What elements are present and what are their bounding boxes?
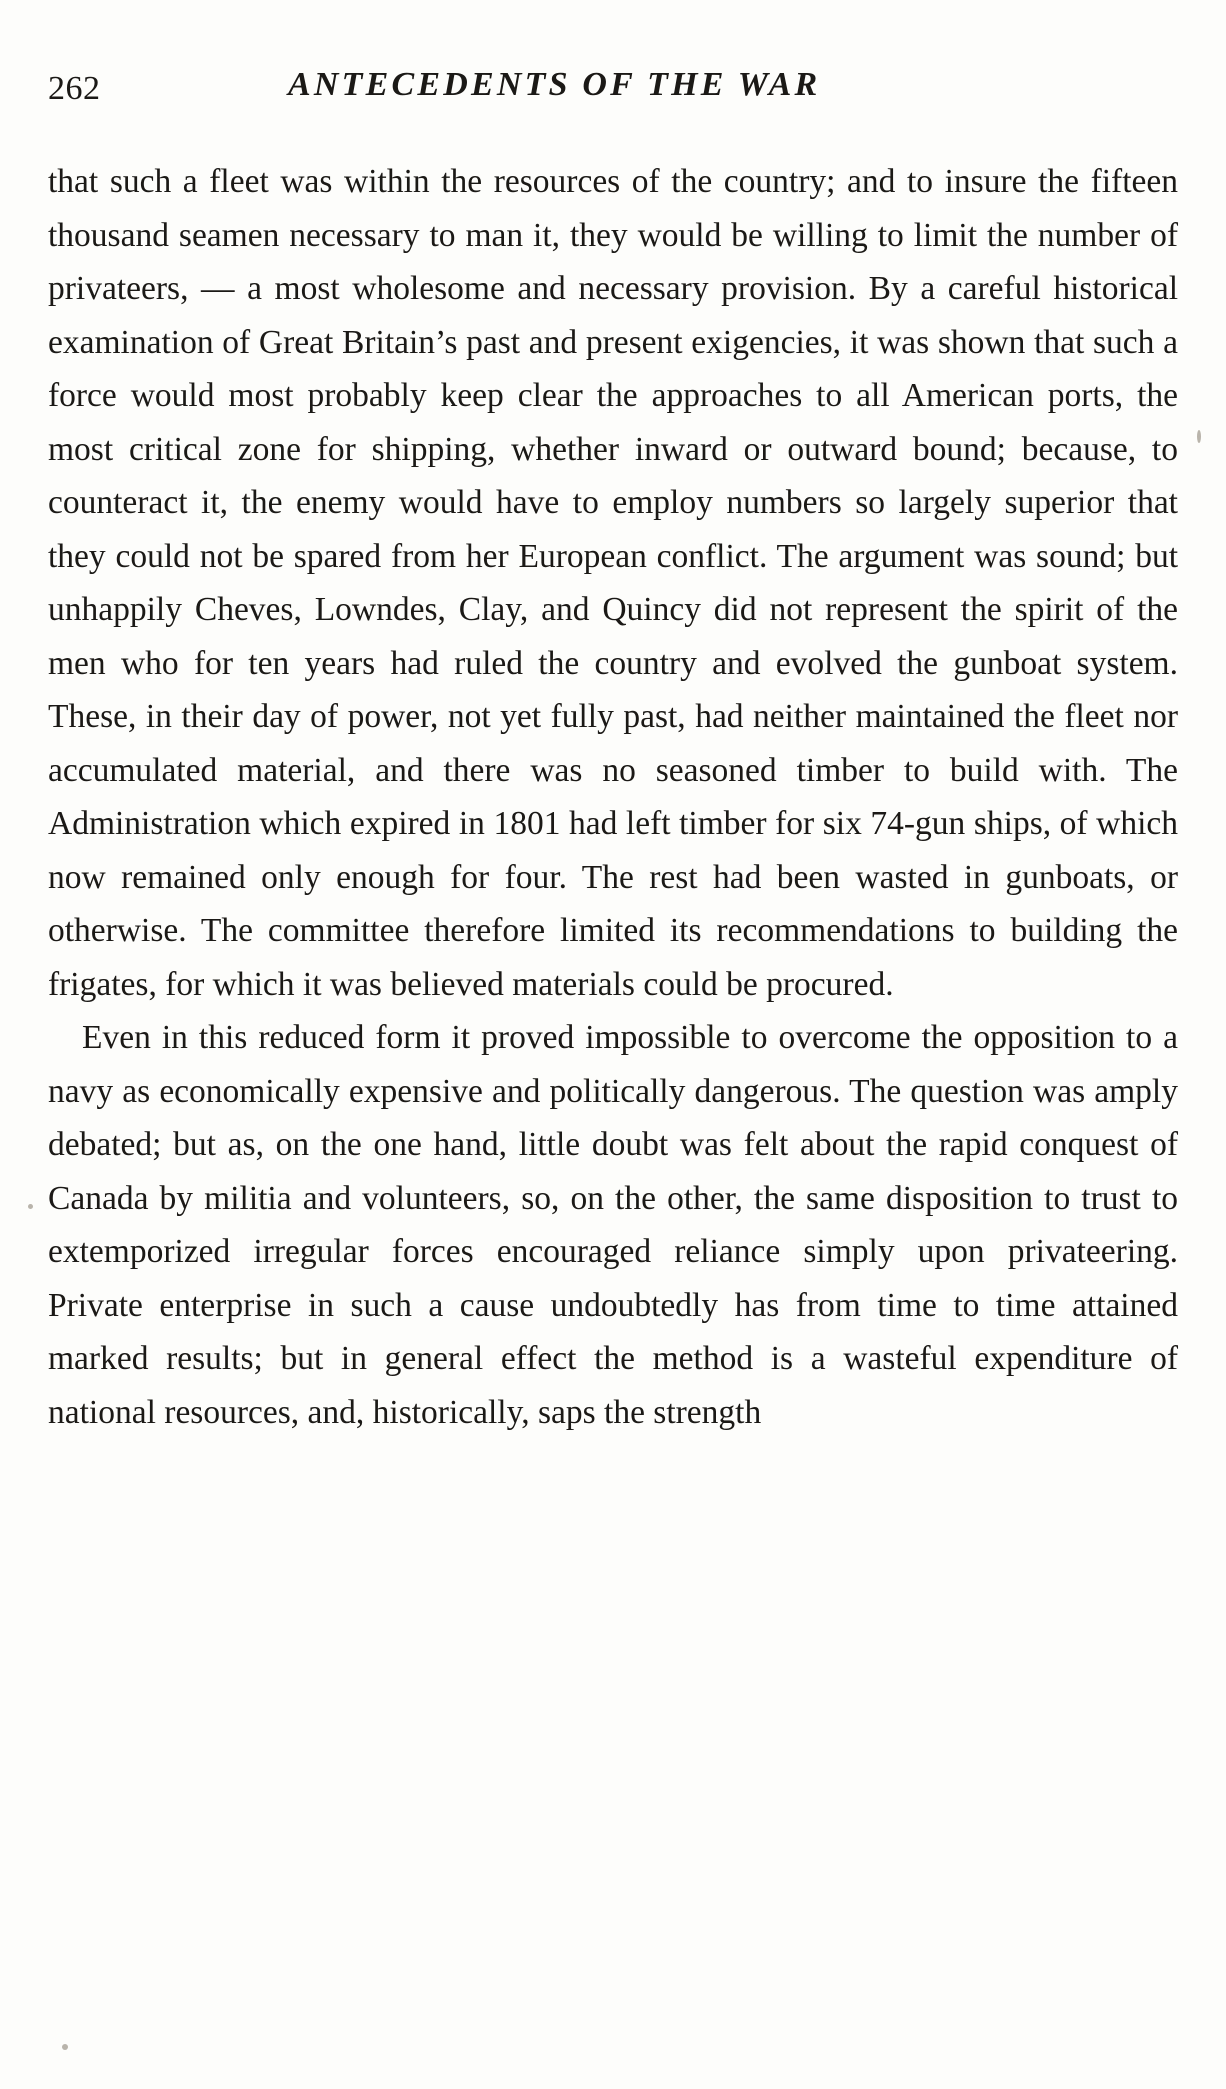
page-speck [62, 2044, 68, 2050]
page-speck [1197, 430, 1201, 443]
page-header [48, 62, 1048, 118]
page-body [48, 155, 1178, 1439]
running-head: ANTECEDENTS OF THE WAR [288, 66, 821, 103]
page-speck [28, 1204, 33, 1209]
paragraph: Even in this reduced form it proved impossible to overcome the opposition to a navy as economically expensive and politically dangerous. The question was amply debated; but as, on the one hand, little doubt was felt about the rapid conquest of Canada by militia and volunteers, so, on the other, the same disposition to trust to extemporized irregular forces encouraged reliance simply upon privateering. Private enterprise in such a cause undoubtedly has from time to time attained marked results; but in general effect the method is a wasteful expenditure of national resources, and, historically, saps the strength [48, 1019, 1178, 1431]
paragraph: that such a fleet was within the resources of the country; and to insure the fifteen thousand seamen necessary to man it, they would be willing to limit the number of privateers, — a most wholesome and necessary provision. By a careful historical examination of Great Britain’s past and present exigencies, it was shown that such a force would most probably keep clear the approaches to all American ports, the most critical zone for shipping, whether inward or outward bound; because, to counteract it, the enemy would have to employ numbers so largely superior that they could not be spared from her European conflict. The argument was sound; but unhappily Cheves, Lowndes, Clay, and Quincy did not represent the spirit of the men who for ten years had ruled the country and evolved the gunboat system. These, in their day of power, not yet fully past, had neither maintained the fleet nor accumulated material, and there was no seasoned timber to build with. The Administration which expired in 1801 had left timber for six 74-gun ships, of which now remained only enough for four. The rest had been wasted in gunboats, or otherwise. The committee therefore limited its recommendations to building the frigates, for which it was believed materials could be procured. [48, 163, 1178, 1003]
page-number: 262 [48, 70, 101, 107]
